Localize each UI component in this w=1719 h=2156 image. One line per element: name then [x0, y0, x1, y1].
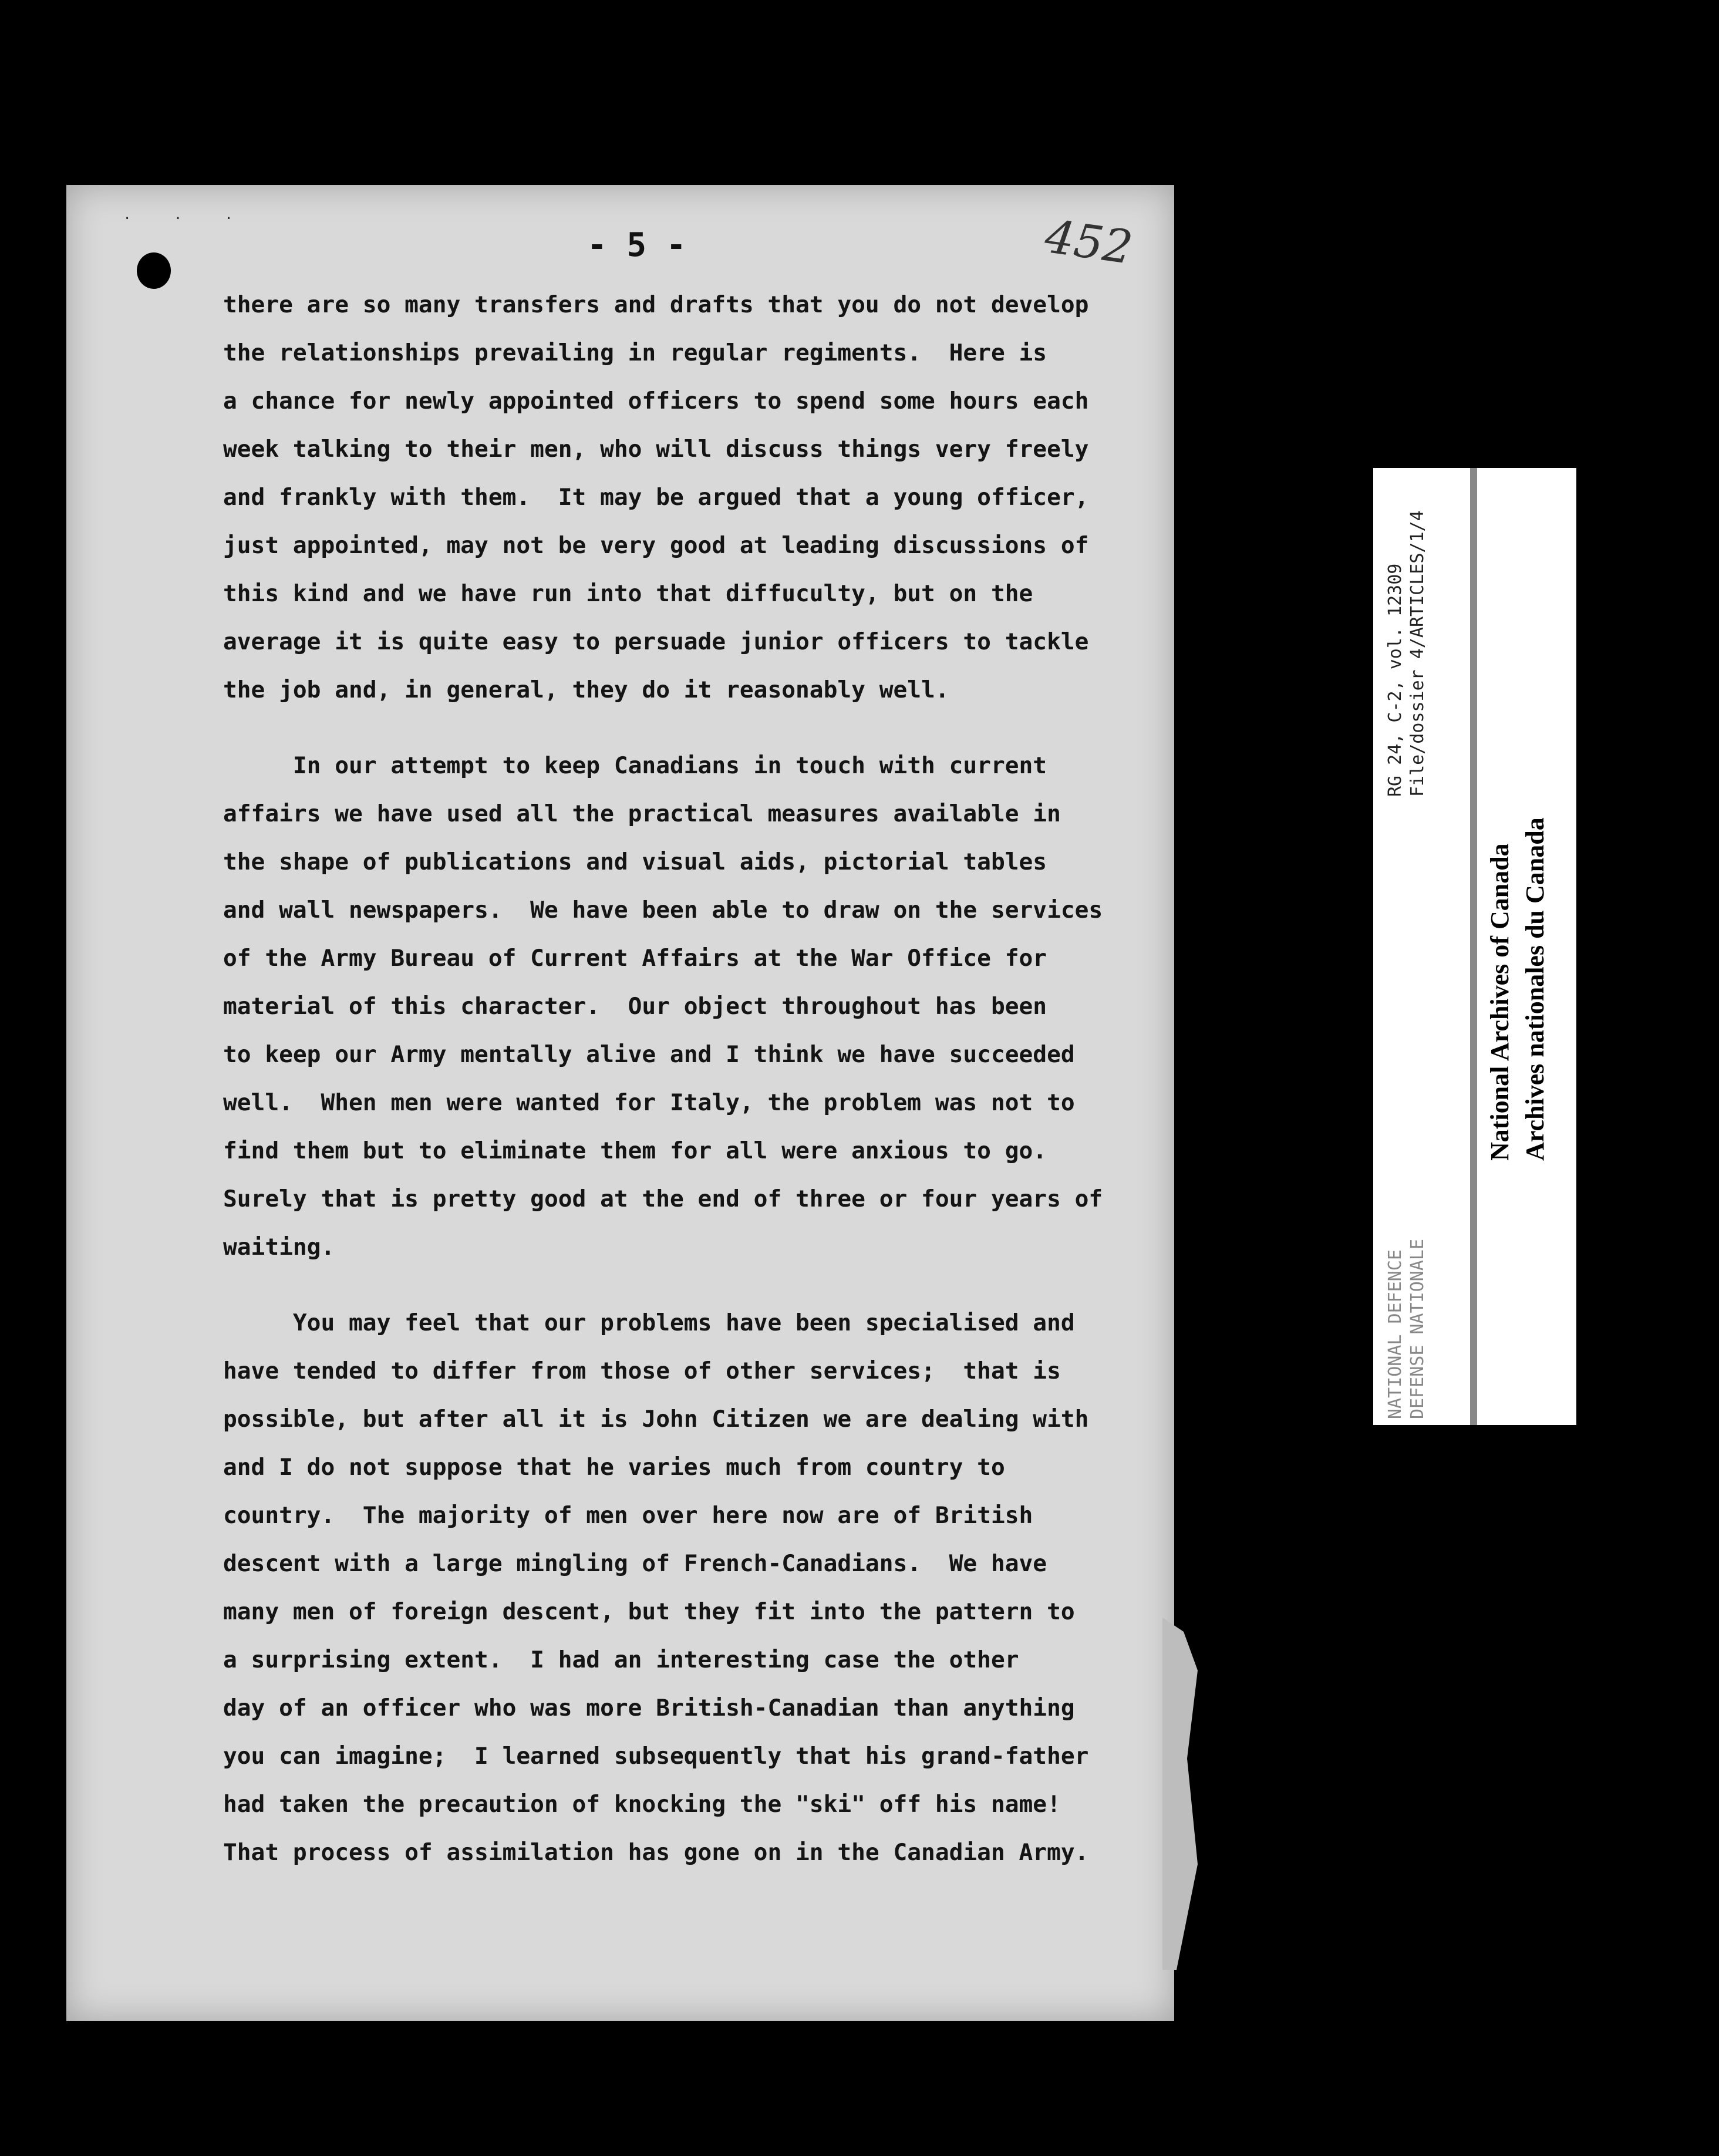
text-line: well. When men were wanted for Italy, the problem was not to — [223, 1089, 1075, 1116]
paragraph-gap — [223, 714, 1174, 742]
text-line: the shape of publications and visual aids, pictorial tables — [223, 848, 1047, 875]
text-line: the job and, in general, they do it reasonably well. — [223, 676, 949, 703]
archive-file-line: File/dossier 4/ARTICLES/1/4 — [1407, 510, 1428, 797]
label-divider — [1470, 468, 1477, 1425]
text-line: country. The majority of men over here now are of British — [223, 1502, 1033, 1529]
paper-specks: · · · — [123, 211, 251, 226]
department-line-fr: DEFENSE NATIONALE — [1407, 1238, 1428, 1419]
institution-name-en: National Archives of Canada — [1485, 843, 1514, 1161]
text-line: average it is quite easy to persuade junior officers to tackle — [223, 628, 1089, 655]
text-line: you can imagine; I learned subsequently that his grand-father — [223, 1743, 1089, 1770]
text-line: waiting. — [223, 1234, 335, 1261]
text-line: and I do not suppose that he varies much from country to — [223, 1454, 1005, 1481]
text-line: a chance for newly appointed officers to spend some hours each — [223, 388, 1089, 415]
text-line: this kind and we have run into that diffuculty, but on the — [223, 580, 1033, 607]
text-line: have tended to differ from those of other services; that is — [223, 1357, 1061, 1384]
text-line: affairs we have used all the practical measures available in — [223, 800, 1061, 827]
text-line: a surprising extent. I had an interesting case the other — [223, 1646, 1019, 1673]
text-line: just appointed, may not be very good at leading discussions of — [223, 532, 1089, 559]
text-line: descent with a large mingling of French-Canadians. We have — [223, 1550, 1047, 1577]
text-line: of the Army Bureau of Current Affairs at the War Office for — [223, 945, 1047, 972]
text-line: day of an officer who was more British-Canadian than anything — [223, 1695, 1075, 1722]
text-line: That process of assimilation has gone on in the Canadian Army. — [223, 1839, 1089, 1866]
text-line: the relationships prevailing in regular regiments. Here is — [223, 339, 1047, 366]
text-line: many men of foreign descent, but they fit into the pattern to — [223, 1598, 1075, 1625]
archive-reference-line: RG 24, C-2, vol. 12309 — [1385, 563, 1405, 797]
archive-reference-label — [1373, 468, 1576, 1425]
text-line: Surely that is pretty good at the end of three or four years of — [223, 1185, 1103, 1212]
text-line: to keep our Army mentally alive and I think we have succeeded — [223, 1041, 1075, 1068]
text-line: material of this character. Our object throughout has been — [223, 993, 1047, 1020]
text-line: there are so many transfers and drafts that you do not develop — [223, 291, 1089, 318]
typed-letter-body — [223, 281, 1174, 1877]
handwritten-folio-number: 452 — [1041, 210, 1136, 275]
institution-name-fr: Archives nationales du Canada — [1521, 817, 1549, 1161]
text-line: had taken the precaution of knocking the "ski" off his name! — [223, 1791, 1061, 1818]
text-line: In our attempt to keep Canadians in touch with current — [223, 752, 1047, 779]
text-line: find them but to eliminate them for all were anxious to go. — [223, 1137, 1047, 1164]
text-line: You may feel that our problems have been specialised and — [223, 1309, 1075, 1336]
text-line: possible, but after all it is John Citizen we are dealing with — [223, 1406, 1089, 1433]
text-line: and wall newspapers. We have been able to draw on the services — [223, 897, 1103, 924]
punch-hole — [137, 252, 171, 289]
text-line: week talking to their men, who will discuss things very freely — [223, 436, 1089, 463]
department-line-en: NATIONAL DEFENCE — [1385, 1249, 1405, 1419]
page-number: - 5 - — [587, 226, 686, 264]
paragraph-gap — [223, 1271, 1174, 1299]
text-line: and frankly with them. It may be argued that a young officer, — [223, 484, 1089, 511]
